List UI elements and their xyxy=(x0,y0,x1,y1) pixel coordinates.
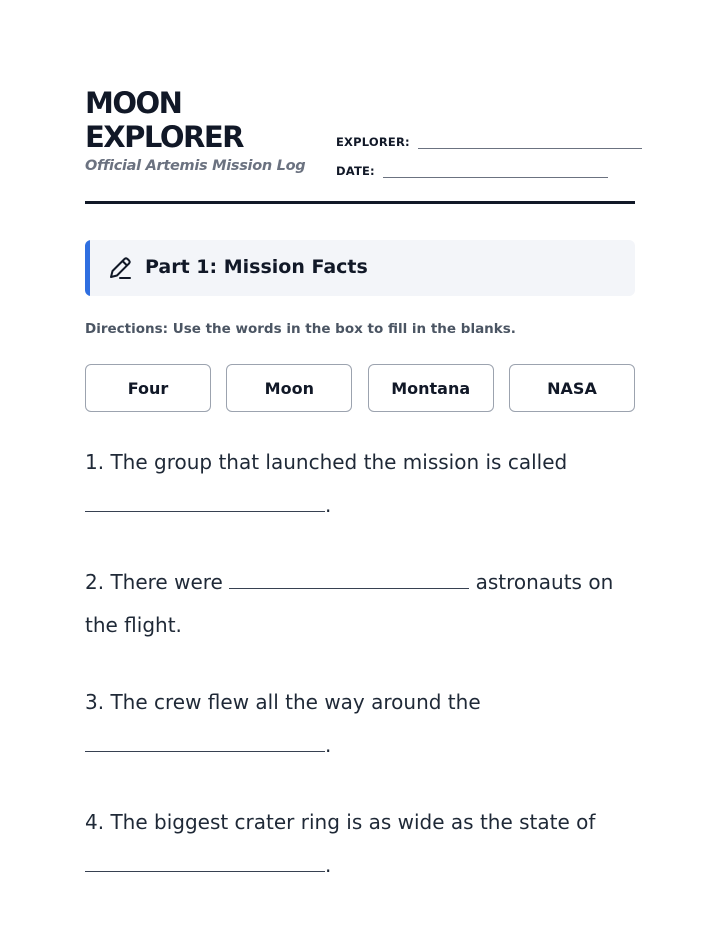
question-4-text: 4. The biggest crater ring is as wide as the state of xyxy=(85,810,596,834)
word-chip-nasa: NASA xyxy=(509,364,635,412)
question-2-end: astronauts on the flight. xyxy=(85,570,614,637)
title-line-1: MOON xyxy=(85,86,182,120)
question-3 xyxy=(85,681,635,767)
word-chip-montana: Montana xyxy=(368,364,494,412)
date-field[interactable] xyxy=(336,163,608,178)
word-chip-four: Four xyxy=(85,364,211,412)
header-divider xyxy=(85,201,635,204)
question-1-text: 1. The group that launched the mission is called xyxy=(85,450,568,474)
explorer-name-line[interactable] xyxy=(418,134,642,149)
worksheet-subtitle: Official Artemis Mission Log xyxy=(85,158,306,174)
question-2-blank[interactable] xyxy=(229,568,469,589)
section-banner xyxy=(85,240,635,296)
explorer-field[interactable] xyxy=(336,134,642,149)
question-4 xyxy=(85,801,635,887)
question-3-end: . xyxy=(325,733,332,757)
question-1 xyxy=(85,441,635,527)
title-line-2: EXPLORER xyxy=(85,120,243,154)
date-line[interactable] xyxy=(383,163,608,178)
worksheet-title xyxy=(85,86,325,154)
worksheet-header xyxy=(85,86,635,204)
question-1-end: . xyxy=(325,493,332,517)
question-4-end: . xyxy=(325,853,332,877)
question-3-text: 3. The crew flew all the way around the xyxy=(85,690,481,714)
question-2-text: 2. There were xyxy=(85,570,223,594)
word-chip-moon: Moon xyxy=(226,364,352,412)
explorer-label: EXPLORER: xyxy=(336,135,410,149)
directions-text: Directions: Use the words in the box to fill in the blanks. xyxy=(85,321,516,337)
question-3-blank[interactable] xyxy=(85,731,325,752)
pencil-icon xyxy=(107,255,133,281)
date-label: DATE: xyxy=(336,164,375,178)
question-1-blank[interactable] xyxy=(85,491,325,512)
word-bank xyxy=(85,364,635,412)
banner-accent-bar xyxy=(85,240,90,296)
question-4-blank[interactable] xyxy=(85,851,325,872)
section-title: Part 1: Mission Facts xyxy=(145,256,368,278)
question-2 xyxy=(85,561,635,647)
